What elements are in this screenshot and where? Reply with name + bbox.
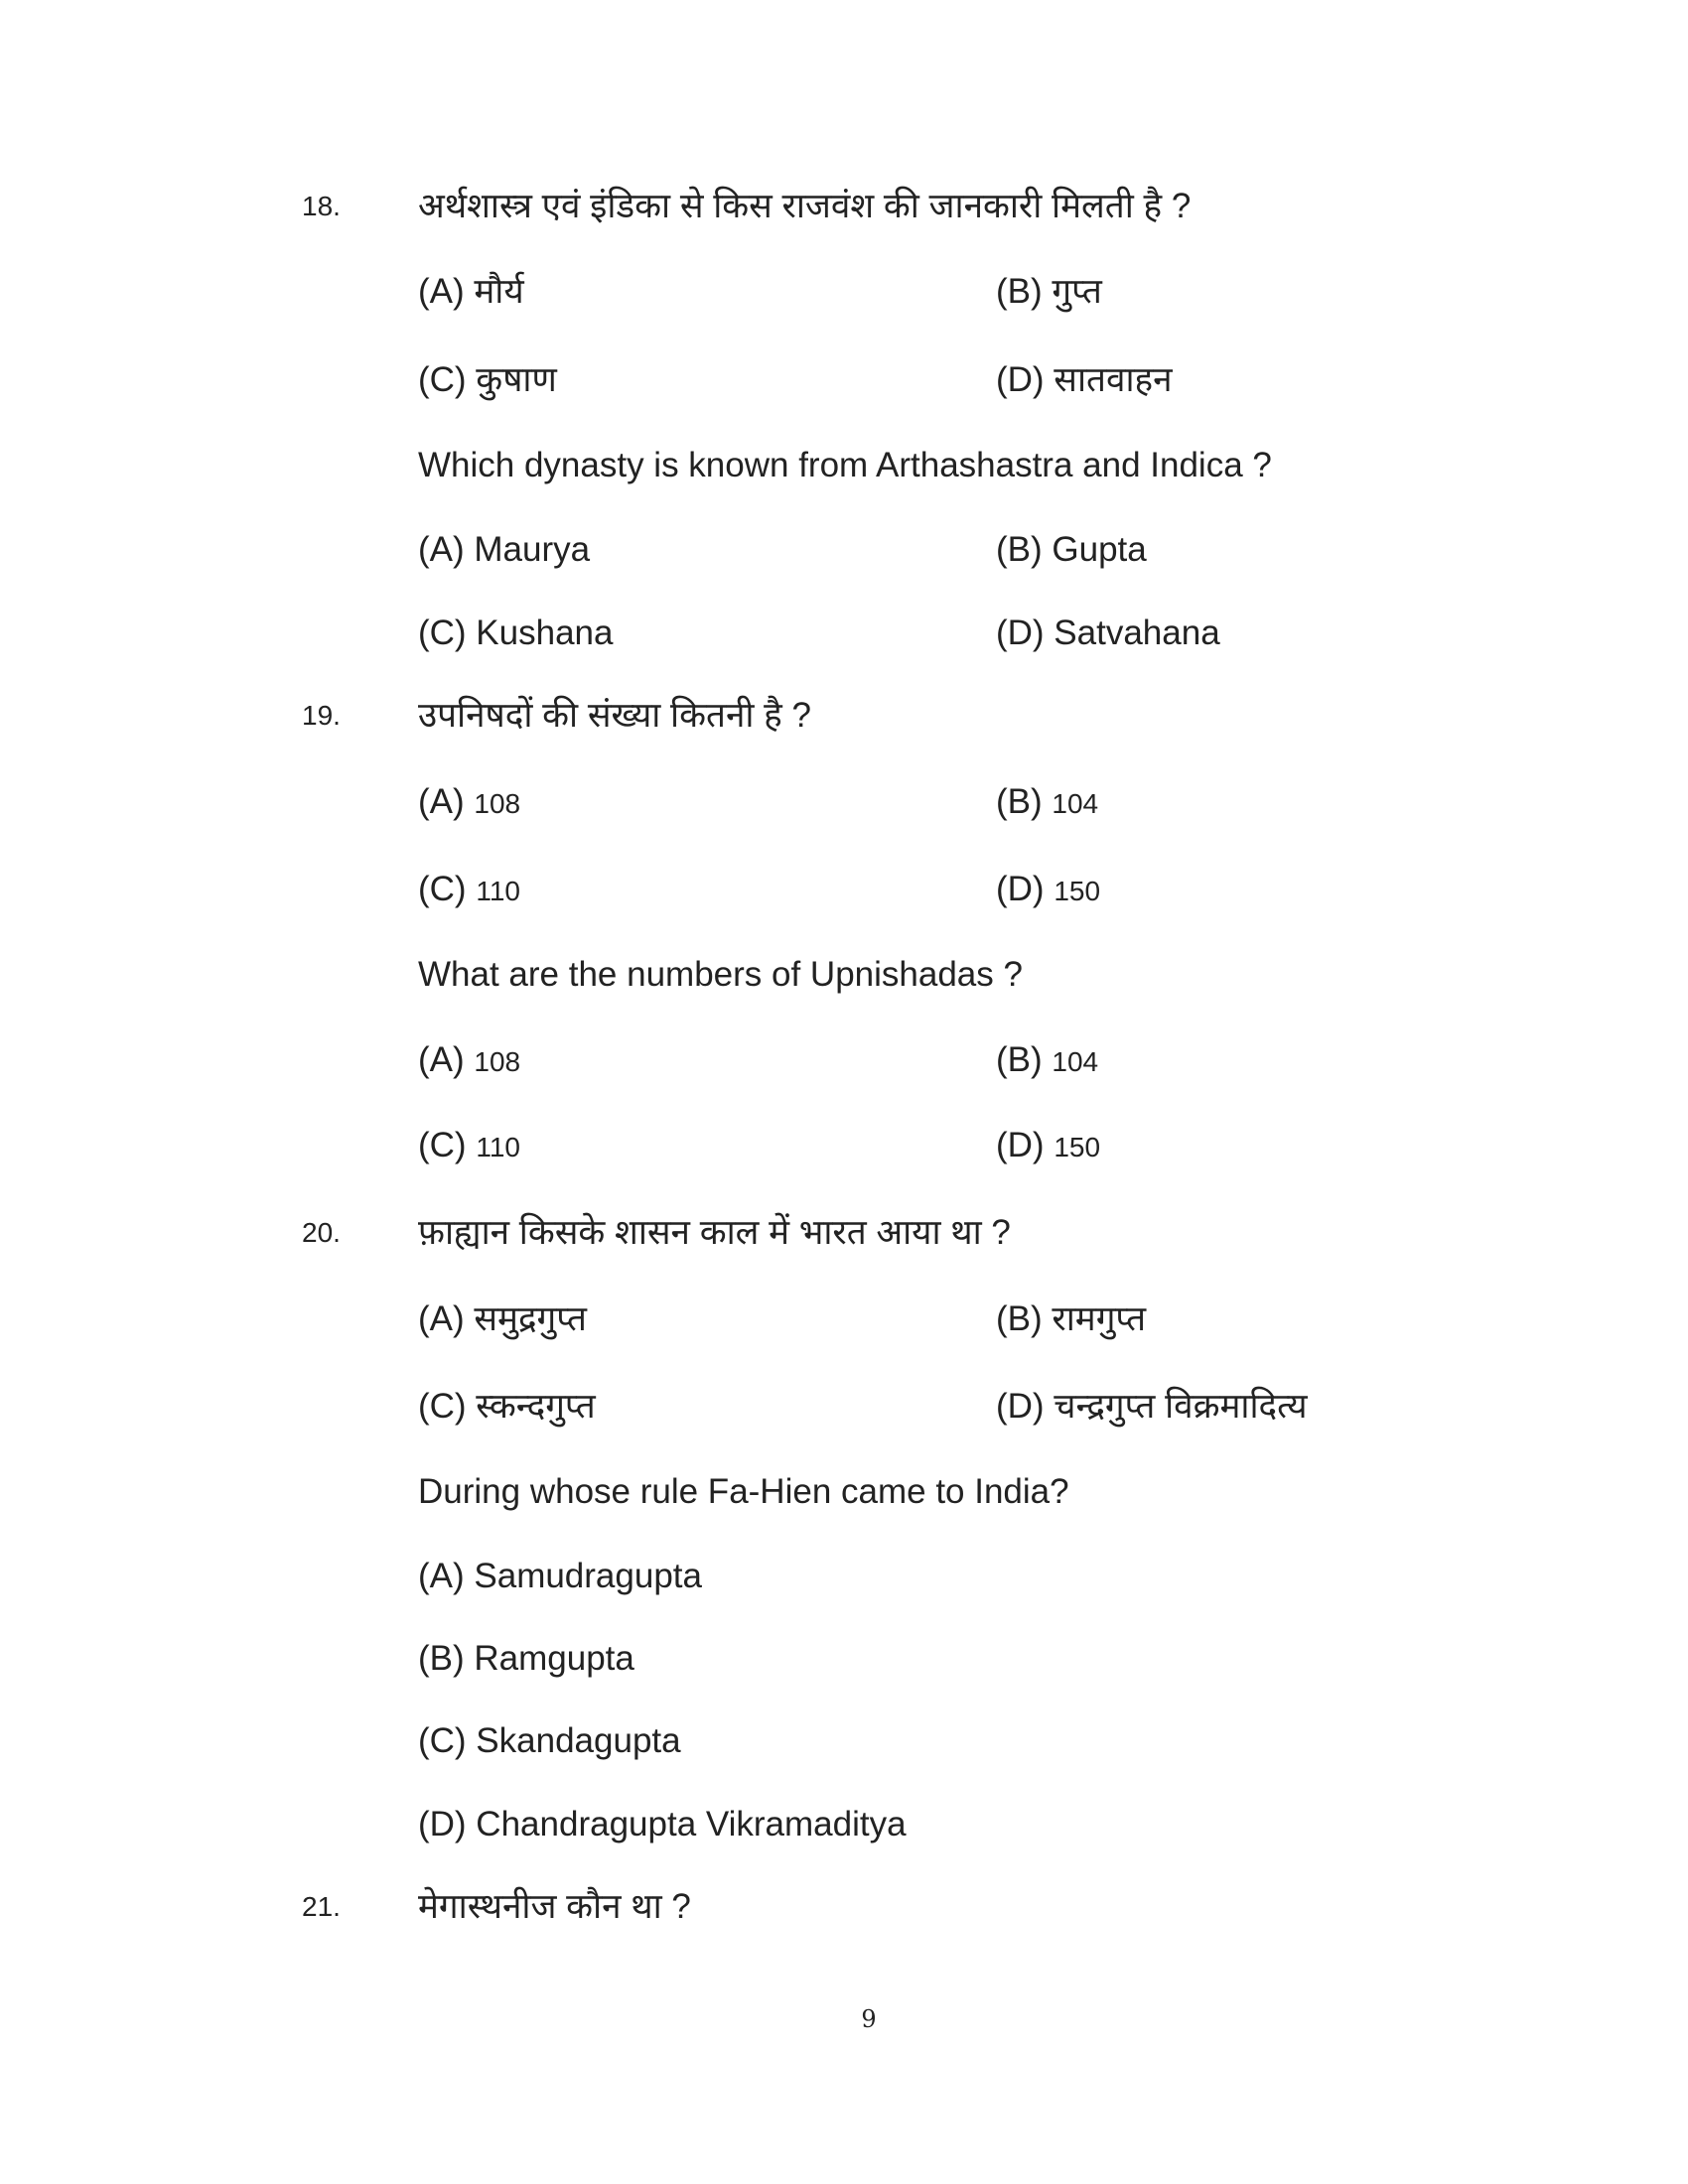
option-d-hindi: (D) चन्द्रगुप्त विक्रमादित्य: [996, 1387, 1308, 1426]
option-b-english: (B) 104: [996, 1040, 1099, 1079]
option-a-hindi: (A) मौर्य: [418, 272, 524, 311]
option-d-english: (D) Chandragupta Vikramaditya: [418, 1805, 907, 1843]
option-c-english: (C) Skandagupta: [418, 1721, 681, 1760]
option-c-english: (C) Kushana: [418, 614, 614, 652]
question-hindi: फ़ाह्यान किसके शासन काल में भारत आया था ?: [418, 1213, 1011, 1252]
option-b-english: (B) Gupta: [996, 530, 1147, 569]
question-number: 19.: [302, 700, 341, 731]
option-a-hindi: (A) समुद्रगुप्त: [418, 1299, 587, 1338]
option-c-hindi: (C) 110: [418, 870, 520, 908]
option-a-english: (A) 108: [418, 1040, 521, 1079]
option-a-hindi: (A) 108: [418, 782, 521, 821]
question-english: Which dynasty is known from Arthashastra and Indica ?: [418, 446, 1272, 484]
question-number: 18.: [302, 191, 341, 221]
option-b-hindi: (B) रामगुप्त: [996, 1299, 1147, 1338]
page-number: 9: [861, 2005, 877, 2033]
option-d-english: (D) 150: [996, 1126, 1101, 1164]
question-number: 20.: [302, 1217, 341, 1248]
option-d-hindi: (D) 150: [996, 870, 1101, 908]
option-b-hindi: (B) गुप्त: [996, 272, 1102, 311]
question-hindi: अर्थशास्त्र एवं इंडिका से किस राजवंश की जानकारी मिलती है ?: [418, 187, 1192, 225]
option-a-english: (A) Samudragupta: [418, 1557, 702, 1595]
question-english: What are the numbers of Upnishadas ?: [418, 955, 1023, 994]
option-d-hindi: (D) सातवाहन: [996, 360, 1173, 399]
option-c-english: (C) 110: [418, 1126, 520, 1164]
option-b-english: (B) Ramgupta: [418, 1639, 634, 1678]
question-number: 21.: [302, 1891, 341, 1922]
question-hindi: मेगास्थनीज कौन था ?: [418, 1887, 691, 1926]
option-a-english: (A) Maurya: [418, 530, 591, 569]
option-c-hindi: (C) कुषाण: [418, 360, 557, 399]
option-b-hindi: (B) 104: [996, 782, 1099, 821]
question-english: During whose rule Fa-Hien came to India?: [418, 1472, 1069, 1511]
option-c-hindi: (C) स्कन्दगुप्त: [418, 1387, 596, 1426]
question-hindi: उपनिषदों की संख्या कितनी है ?: [418, 696, 811, 735]
option-d-english: (D) Satvahana: [996, 614, 1220, 652]
